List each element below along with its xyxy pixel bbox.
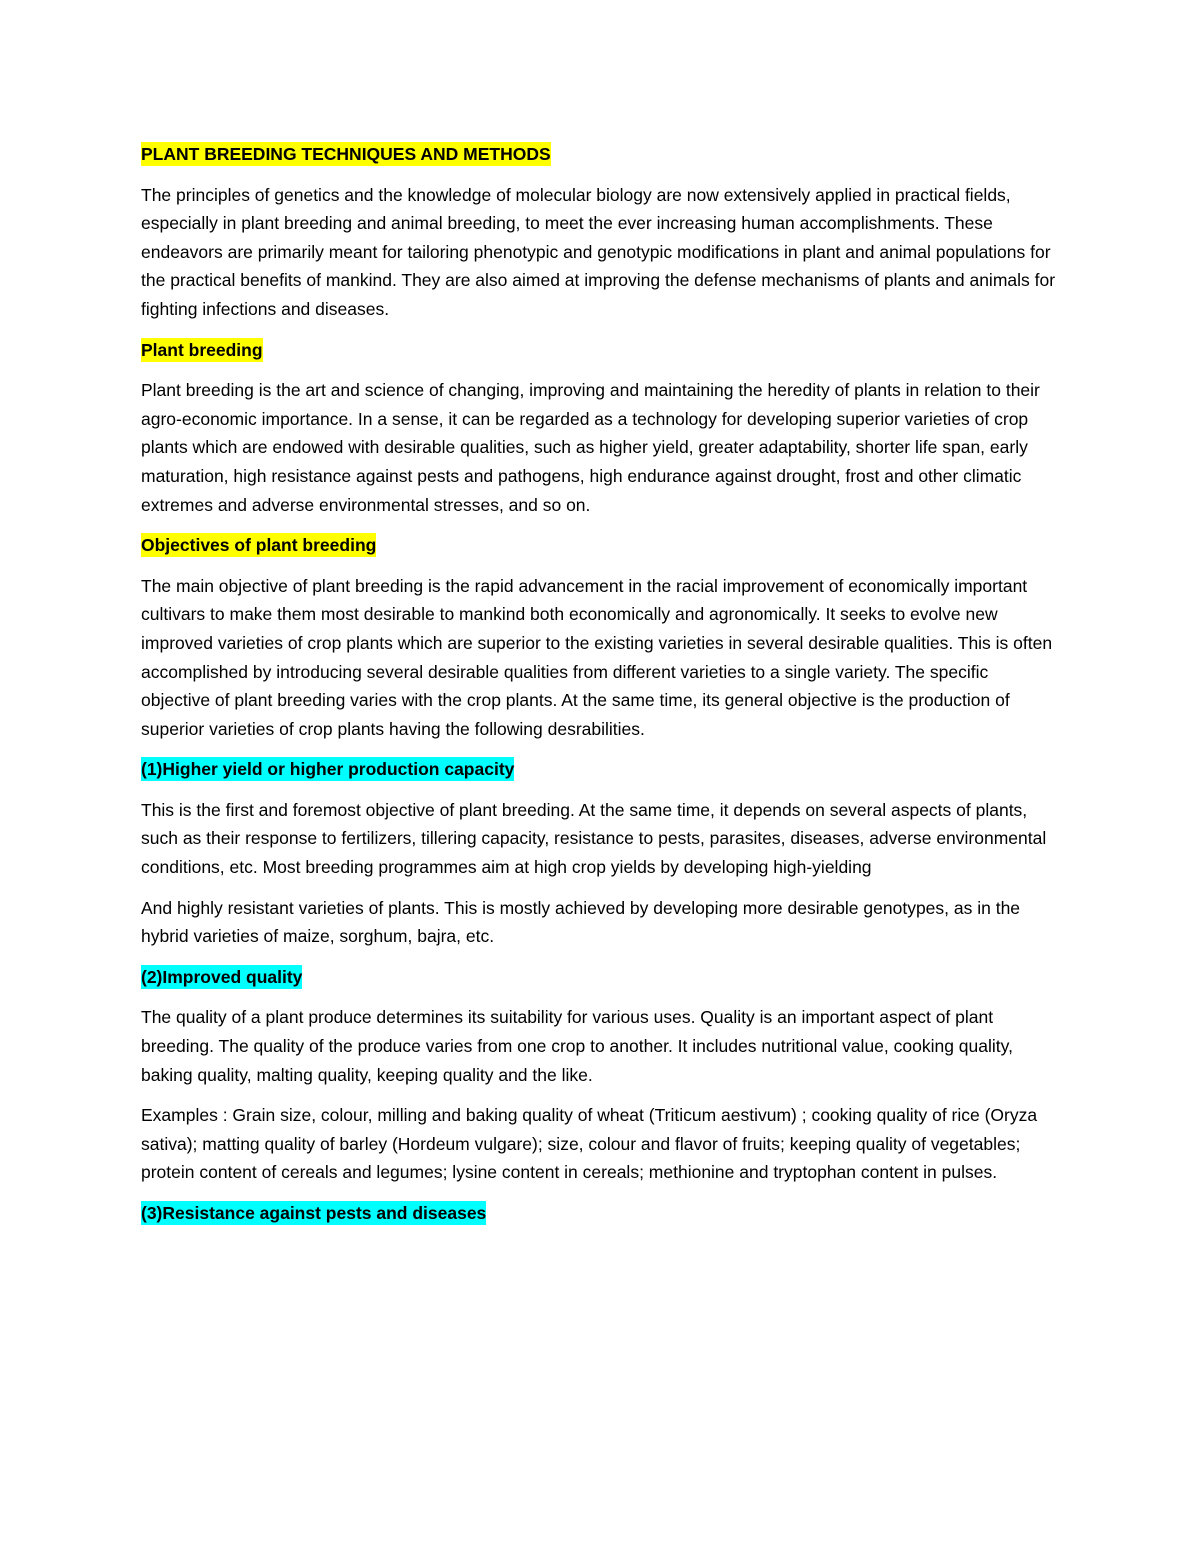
resistance-heading [141, 1199, 1061, 1228]
document-page [141, 140, 1061, 1240]
plant-breeding-heading-text: Plant breeding [141, 339, 263, 360]
intro-paragraph: The principles of genetics and the knowledge of molecular biology are now extensively applied in practical fields, especially in plant breeding and animal breeding, to meet the ever increasing human accomplishments. These endeavors are primarily meant for tailoring phenotypic and genotypic modifications in plant and animal populations for the practical benefits of mankind. They are also aimed at improving the defense mechanisms of plants and animals for fighting infections and diseases. [141, 184, 1056, 319]
objectives-heading-text: Objectives of plant breeding [141, 535, 377, 556]
higher-yield-heading-text: (1)Higher yield or higher production capacity [141, 759, 515, 780]
higher-yield-heading [141, 755, 1061, 784]
document-title-text: PLANT BREEDING TECHNIQUES AND METHODS [141, 144, 551, 164]
plant-breeding-heading [141, 336, 1061, 365]
plant-breeding-paragraph: Plant breeding is the art and science of changing, improving and maintaining the heredity of plants in relation to their agro-economic importance. In a sense, it can be regarded as a technology for developing superior varieties of crop plants which are endowed with desirable qualities, such as higher yield, greater adaptability, shorter life span, early maturation, high resistance against pests and pathogens, high endurance against drought, frost and other climatic extremes and adverse environmental stresses, and so on. [141, 380, 1040, 515]
higher-yield-paragraph-2: And highly resistant varieties of plants. This is mostly achieved by developing more desirable genotypes, as in the hybrid varieties of maize, sorghum, bajra, etc. [141, 897, 1021, 947]
document-title [141, 140, 1061, 169]
improved-quality-heading [141, 963, 1061, 992]
improved-quality-heading-text: (2)Improved quality [141, 966, 303, 987]
resistance-heading-text: (3)Resistance against pests and diseases [141, 1203, 487, 1223]
higher-yield-paragraph-1: This is the first and foremost objective of plant breeding. At the same time, it depends on several aspects of plants, such as their response to fertilizers, tillering capacity, resistance to pests, parasites, diseases, adverse environmental conditions, etc. Most breeding programmes aim at high crop yields by developing high-yielding [141, 799, 1047, 878]
improved-quality-examples: Examples : Grain size, colour, milling and baking quality of wheat (Triticum aestivum) ; cooking quality of rice (Oryza sativa); matting quality of barley (Hordeum vulgare); size, colour and flavor of fruits; keeping quality of vegetables; protein content of cereals and legumes; lysine content in cereals; methionine and tryptophan content in pulses. [141, 1105, 1038, 1183]
objectives-paragraph: The main objective of plant breeding is the rapid advancement in the racial improvement of economically important cultivars to make them most desirable to mankind both economically and agronomically. It seeks to evolve new improved varieties of crop plants which are superior to the existing varieties in several desirable qualities. This is often accomplished by introducing several desirable qualities from different varieties to a single variety. The specific objective of plant breeding varies with the crop plants. At the same time, its general objective is the production of superior varieties of crop plants having the following desrabilities. [141, 575, 1053, 739]
objectives-heading [141, 531, 1061, 560]
improved-quality-paragraph-1: The quality of a plant produce determines its suitability for various uses. Quality is an important aspect of plant breeding. The quality of the produce varies from one crop to another. It includes nutritional value, cooking quality, baking quality, malting quality, keeping quality and the like. [141, 1007, 1013, 1085]
